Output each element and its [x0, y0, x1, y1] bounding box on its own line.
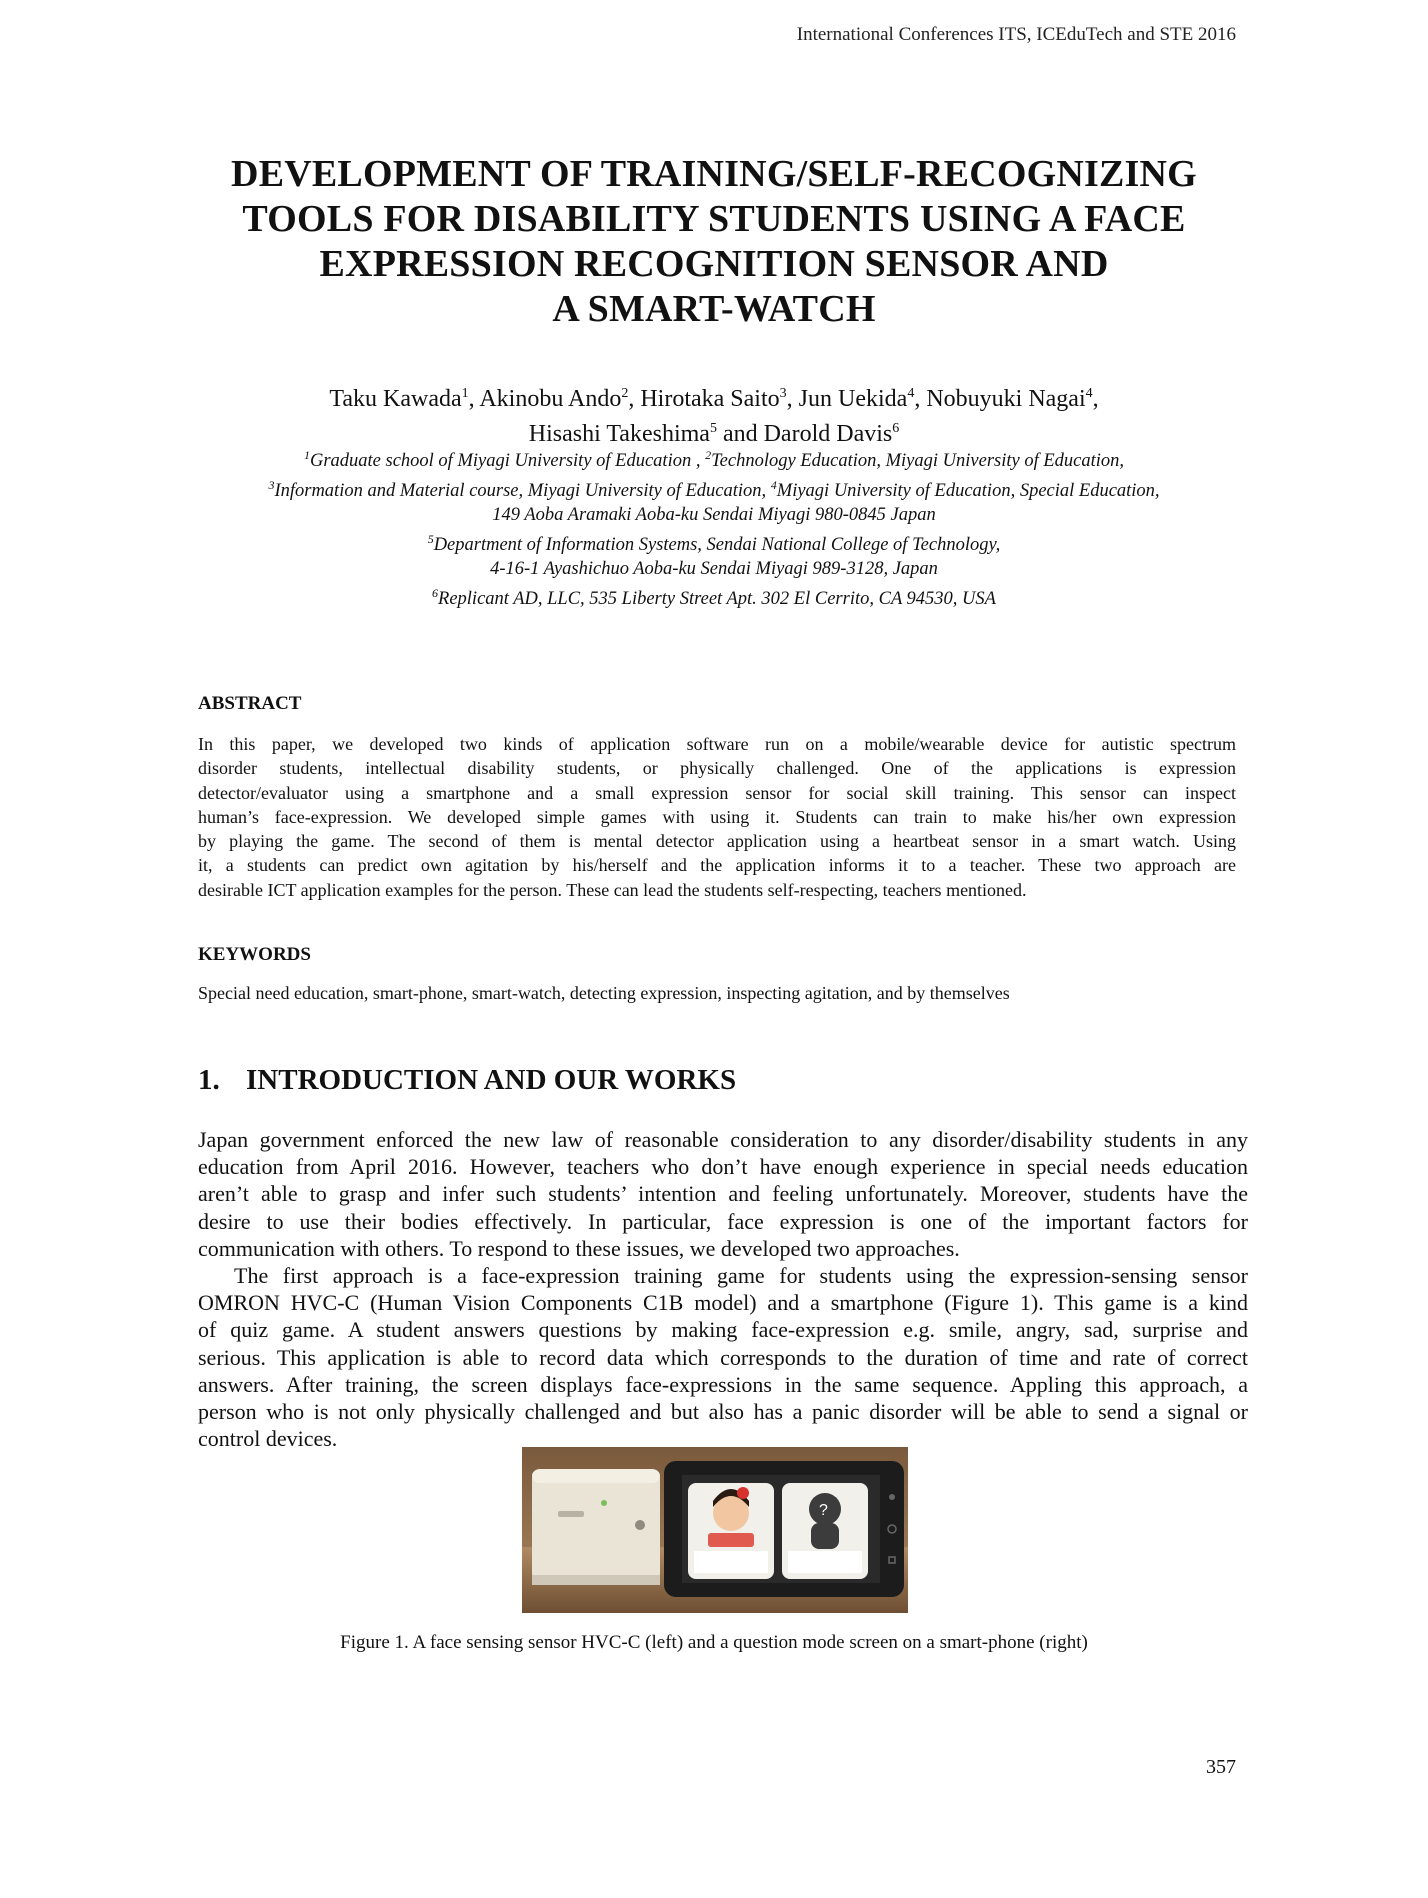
keywords-body: Special need education, smart-phone, smart-watch, detecting expression, inspecting agitation, and by themselves	[198, 983, 1010, 1003]
author-line-2: Hisashi Takeshima$^5$ and Darold Davis$^6$	[528, 421, 900, 447]
author-name: Nobuyuki Nagai	[926, 386, 1086, 412]
intro-body	[198, 1126, 1248, 1452]
author-name: Jun Uekida	[798, 386, 908, 412]
title-line: TOOLS FOR DISABILITY STUDENTS USING A FACE	[242, 198, 1186, 240]
abstract-line: human’s face-expression. We developed simple games with using it. Students can train to make his/her own expression	[198, 806, 1236, 827]
author-superscript: 4	[907, 386, 915, 401]
body-line: of quiz game. A student answers questions by making face-expression e.g. smile, angry, sad, surprise and	[198, 1317, 1248, 1343]
title-line: DEVELOPMENT OF TRAINING/SELF-RECOGNIZING	[231, 153, 1197, 195]
abstract-line: In this paper, we developed two kinds of application software run on a mobile/wearable device for autistic spectrum	[198, 734, 1236, 754]
title-line: EXPRESSION RECOGNITION SENSOR AND	[319, 243, 1109, 285]
affiliation-line	[0, 443, 1428, 473]
abstract-line: detector/evaluator using a smartphone and a small expression sensor for social skill training. This sensor can inspect	[198, 782, 1236, 803]
affiliation-superscript: 6	[432, 586, 439, 601]
affiliation-text: Graduate school of Miyagi University of Education ,	[309, 451, 701, 472]
body-line: person who is not only physically challenged and but also has a panic disorder will be able to send a signal or	[198, 1399, 1248, 1425]
affiliation-superscript: 3	[268, 478, 275, 493]
affiliation-text: Department of Information Systems, Sendai National College of Technology,	[433, 535, 1001, 556]
author-name: Hisashi Takeshima	[528, 421, 710, 447]
affiliation-superscript: 4	[770, 478, 777, 493]
section-number: 1.	[198, 1064, 220, 1096]
abstract-body	[198, 732, 1236, 902]
svg-text:?: ?	[819, 1502, 828, 1519]
abstract-line: disorder students, intellectual disability students, or physically challenged. One of the applications is expression	[198, 758, 1236, 779]
page-number: 357	[1206, 1756, 1236, 1778]
body-line: education from April 2016. However, teachers who don’t have enough experience in special needs education	[198, 1154, 1248, 1180]
abstract-heading: ABSTRACT	[198, 693, 302, 714]
section-title: INTRODUCTION AND OUR WORKS	[246, 1064, 737, 1096]
author-superscript: 1	[461, 386, 469, 401]
figure-photo-illustration	[522, 1447, 908, 1613]
keywords-heading: KEYWORDS	[198, 944, 311, 965]
author-superscript: 2	[621, 386, 629, 401]
affiliation-line	[0, 527, 1428, 557]
author-name: Darold Davis	[763, 421, 893, 447]
body-line: desire to use their bodies effectively. In particular, face expression is one of the important factors for	[198, 1208, 1248, 1234]
abstract-line: it, a students can predict own agitation by his/herself and the application informs it to a teacher. These two approach are	[198, 855, 1236, 876]
affiliation-line	[0, 473, 1428, 503]
body-line: The first approach is a face-expression training game for students using the expression-sensing sensor	[234, 1263, 1248, 1289]
section-heading	[198, 1064, 736, 1097]
author-line-1: Taku Kawada$^1$, Akinobu Ando$^2$, Hirotaka Saito$^3$, Jun Uekida$^4$, Nobuyuki Nagai$^4$,	[329, 386, 1099, 412]
paper-title	[0, 152, 1428, 332]
affiliation-text: Technology Education, Miyagi University of Education,	[711, 451, 1125, 472]
body-line: serious. This application is able to record data which corresponds to the duration of time and rate of correct	[198, 1344, 1248, 1370]
author-superscript: 3	[779, 386, 787, 401]
title-line: A SMART-WATCH	[552, 288, 876, 330]
body-line: Japan government enforced the new law of reasonable consideration to any disorder/disability students in any	[198, 1127, 1248, 1152]
affiliation-line: 149 Aoba Aramaki Aoba-ku Sendai Miyagi 980-0845 Japan	[492, 505, 936, 526]
body-line: control devices.	[198, 1426, 338, 1452]
author-name: Akinobu Ando	[479, 386, 622, 412]
affiliation-line	[0, 581, 1428, 611]
abstract-line: desirable ICT application examples for the person. These can lead the students self-respecting, teachers mentioned.	[198, 879, 1027, 900]
affiliation-superscript: 5	[427, 532, 434, 547]
author-superscript: 6	[892, 421, 900, 436]
smartphone	[664, 1461, 904, 1597]
sensor-device	[532, 1469, 660, 1585]
affiliation-line: 4-16-1 Ayashichuo Aoba-ku Sendai Miyagi 989-3128, Japan	[490, 559, 938, 580]
figure-photo	[522, 1447, 908, 1613]
affiliation-text: Miyagi University of Education, Special Education,	[776, 481, 1160, 502]
body-line: answers. After training, the screen displays face-expressions in the same sequence. Appling this approach, a	[198, 1371, 1248, 1397]
body-line: communication with others. To respond to these issues, we developed two approaches.	[198, 1235, 960, 1261]
affiliation-superscript: 2	[705, 448, 712, 462]
body-line: OMRON HVC-C (Human Vision Components C1B model) and a smartphone (Figure 1). This game is a kind	[198, 1290, 1248, 1316]
author-superscript: 5	[709, 421, 717, 436]
author-name: Hirotaka Saito	[640, 386, 780, 412]
author-name: Taku Kawada	[329, 386, 462, 412]
figure-caption: Figure 1. A face sensing sensor HVC-C (left) and a question mode screen on a smart-phone (right)	[340, 1632, 1088, 1653]
abstract-line: by playing the game. The second of them is mental detector application using a heartbeat sensor in a smart watch. Using	[198, 831, 1236, 852]
author-superscript: 4	[1085, 386, 1093, 401]
running-header: International Conferences ITS, ICEduTech and STE 2016	[796, 24, 1236, 45]
affiliation-text: Information and Material course, Miyagi University of Education,	[274, 481, 767, 502]
affiliation-superscript: 1	[303, 448, 310, 462]
author-list	[0, 379, 1428, 449]
affiliation-text: Replicant AD, LLC, 535 Liberty Street Apt. 302 El Cerrito, CA 94530, USA	[438, 589, 996, 610]
body-line: aren’t able to grasp and infer such students’ intention and feeling unfortunately. Moreover, students have the	[198, 1181, 1248, 1207]
affiliations	[0, 443, 1428, 612]
